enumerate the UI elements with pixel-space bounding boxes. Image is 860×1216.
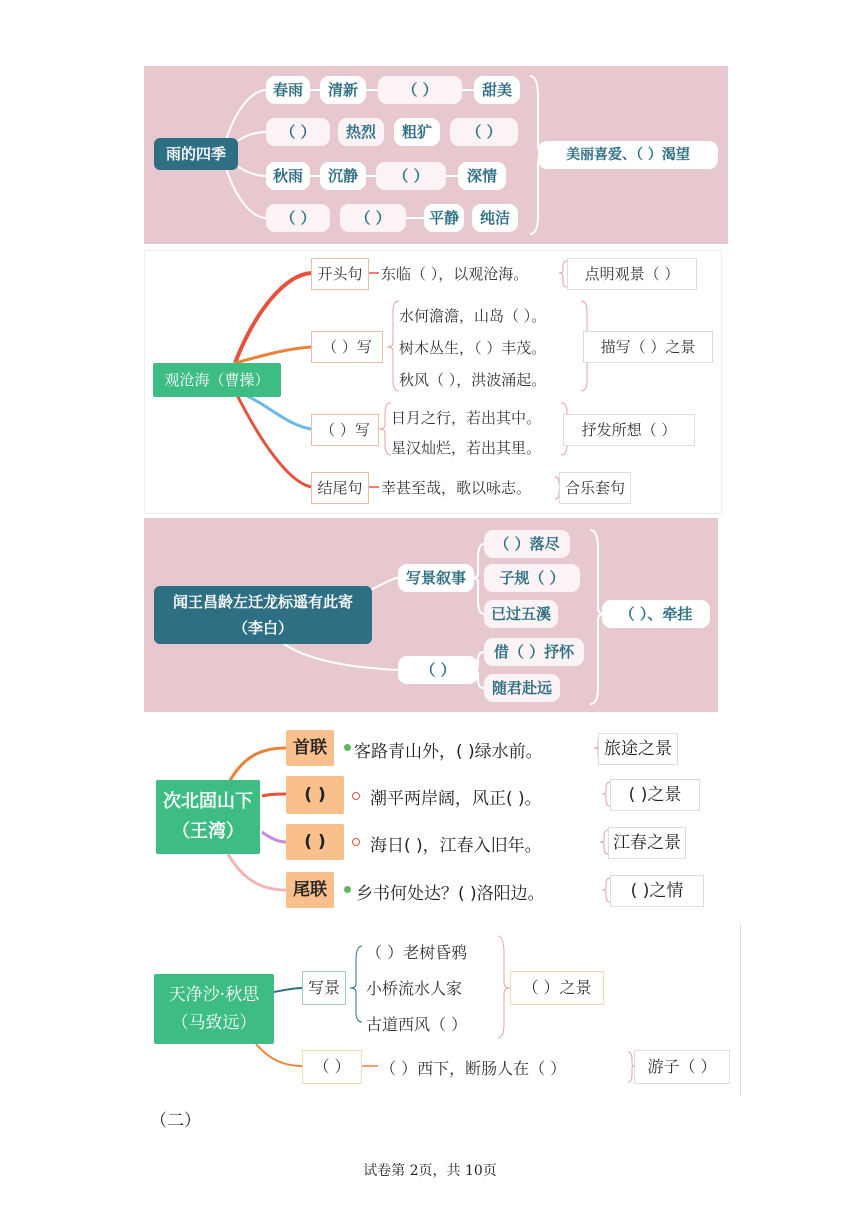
root-author: （马致远） bbox=[171, 1013, 257, 1033]
summary-1: 旅途之景 bbox=[598, 733, 678, 765]
mindmap-tianjingsha bbox=[144, 924, 741, 1096]
spring-blank: （ ） bbox=[378, 76, 462, 104]
branch-scenery: 写景 bbox=[302, 971, 346, 1005]
spring-trait-1: 清新 bbox=[320, 76, 366, 104]
branch-blank: （ ） bbox=[302, 1050, 362, 1084]
branch-opening: 开头句 bbox=[311, 258, 369, 290]
tag-weilian: 尾联 bbox=[286, 872, 334, 908]
opening-summary: 点明观景（ ） bbox=[567, 258, 697, 290]
emotion-line: （ ）西下，断肠人在（ ） bbox=[380, 1059, 567, 1078]
line-1: 客路青山外，( )绿水前。 bbox=[354, 742, 543, 762]
autumn-trait-1: 沉静 bbox=[320, 162, 366, 190]
branch-scene-narration: 写景叙事 bbox=[398, 564, 474, 592]
root-title: 次北固山下 bbox=[163, 791, 253, 812]
mindmap-root bbox=[154, 974, 274, 1044]
tag-blank-3: ( ) bbox=[286, 824, 344, 860]
ending-line: 幸甚至哉，歌以咏志。 bbox=[381, 479, 532, 497]
branch-blank: （ ） bbox=[398, 656, 478, 684]
page-footer: 试卷第 2页，共 10页 bbox=[363, 1163, 497, 1179]
bullet-dot bbox=[344, 886, 351, 893]
imagination-line-2: 星汉灿烂，若出其里。 bbox=[391, 439, 542, 457]
scene-line-3: 秋风（ ），洪波涌起。 bbox=[399, 371, 547, 389]
ending-summary: 合乐套句 bbox=[559, 472, 631, 504]
imagination-line-1: 日月之行，若出其中。 bbox=[391, 409, 542, 427]
tag-shoulian: 首联 bbox=[286, 730, 334, 766]
scenery-line-2: 小桥流水人家 bbox=[366, 979, 463, 998]
root-title: 天净沙·秋思 bbox=[168, 985, 260, 1005]
spring-trait-3: 甜美 bbox=[474, 76, 520, 104]
scenery-line-1: （ ）老树昏鸦 bbox=[366, 943, 468, 962]
scenery-line-3: 古道西风（ ） bbox=[366, 1015, 468, 1034]
branch-imagination: （ ）写 bbox=[311, 414, 379, 446]
mindmap-yu-de-siji bbox=[144, 66, 728, 244]
winter-blank: （ ） bbox=[266, 204, 330, 232]
scene-line-2: 树木丛生，（ ）丰茂。 bbox=[399, 339, 547, 357]
item-flowers-fall: （ ）落尽 bbox=[484, 530, 570, 558]
imagination-summary: 抒发所想（ ） bbox=[563, 414, 695, 446]
bullet-dot bbox=[344, 744, 351, 751]
mindmap-root bbox=[156, 780, 260, 854]
winter-trait-2: 平静 bbox=[424, 204, 464, 232]
line-3: 海日( )，江春入旧年。 bbox=[370, 836, 542, 856]
summary-4: ( )之情 bbox=[610, 875, 704, 907]
mindmap-ci-beigushan bbox=[144, 718, 712, 918]
summer-blank: （ ） bbox=[266, 118, 330, 146]
tag-blank-2: ( ) bbox=[286, 776, 344, 814]
summer-blank-2: （ ） bbox=[450, 118, 518, 146]
mindmap-root: 观沧海（曹操） bbox=[153, 363, 281, 397]
summary-concern: （ ）、牵挂 bbox=[602, 600, 710, 628]
mindmap-root bbox=[154, 586, 372, 644]
summary-feelings: 美丽喜爱、（ ）渴望 bbox=[538, 141, 718, 169]
item-cuckoo: 子规（ ） bbox=[484, 564, 580, 592]
season-autumn: 秋雨 bbox=[266, 162, 310, 190]
branch-scene: （ ）写 bbox=[311, 331, 383, 363]
root-title: 闻王昌龄左迁龙标遥有此寄 bbox=[172, 593, 353, 611]
bullet-dot bbox=[352, 838, 360, 846]
opening-line: 东临（ ），以观沧海。 bbox=[381, 265, 529, 283]
summary-2: ( )之景 bbox=[610, 779, 700, 811]
summer-trait-2: 粗犷 bbox=[394, 118, 440, 146]
emotion-summary: 游子（ ） bbox=[634, 1050, 730, 1084]
root-author: （王湾） bbox=[172, 821, 244, 842]
autumn-trait-3: 深情 bbox=[458, 162, 506, 190]
winter-trait-3: 纯洁 bbox=[472, 204, 518, 232]
scene-line-1: 水何澹澹，山岛（ ）。 bbox=[399, 307, 547, 325]
root-author: （李白） bbox=[232, 619, 293, 637]
mindmap-root: 雨的四季 bbox=[154, 138, 238, 170]
summary-3: 江春之景 bbox=[608, 827, 686, 859]
summer-trait-1: 热烈 bbox=[338, 118, 384, 146]
item-borrow: 借（ ）抒怀 bbox=[484, 638, 584, 666]
scenery-summary: （ ）之景 bbox=[510, 971, 604, 1005]
section-label: （二） bbox=[150, 1111, 201, 1131]
scene-summary: 描写（ ）之景 bbox=[583, 331, 713, 363]
bullet-dot bbox=[352, 792, 360, 800]
autumn-blank: （ ） bbox=[376, 162, 446, 190]
season-spring: 春雨 bbox=[266, 76, 310, 104]
mindmap-guan-canghai bbox=[144, 250, 722, 514]
line-2: 潮平两岸阔，风正( )。 bbox=[370, 789, 542, 809]
branch-ending: 结尾句 bbox=[311, 472, 369, 504]
winter-blank-2: （ ） bbox=[340, 204, 406, 232]
line-4: 乡书何处达？( )洛阳边。 bbox=[356, 884, 545, 904]
mindmap-wen-wangchangling bbox=[144, 518, 718, 712]
item-five-streams: 已过五溪 bbox=[484, 600, 558, 628]
item-follow: 随君赴远 bbox=[484, 674, 560, 702]
